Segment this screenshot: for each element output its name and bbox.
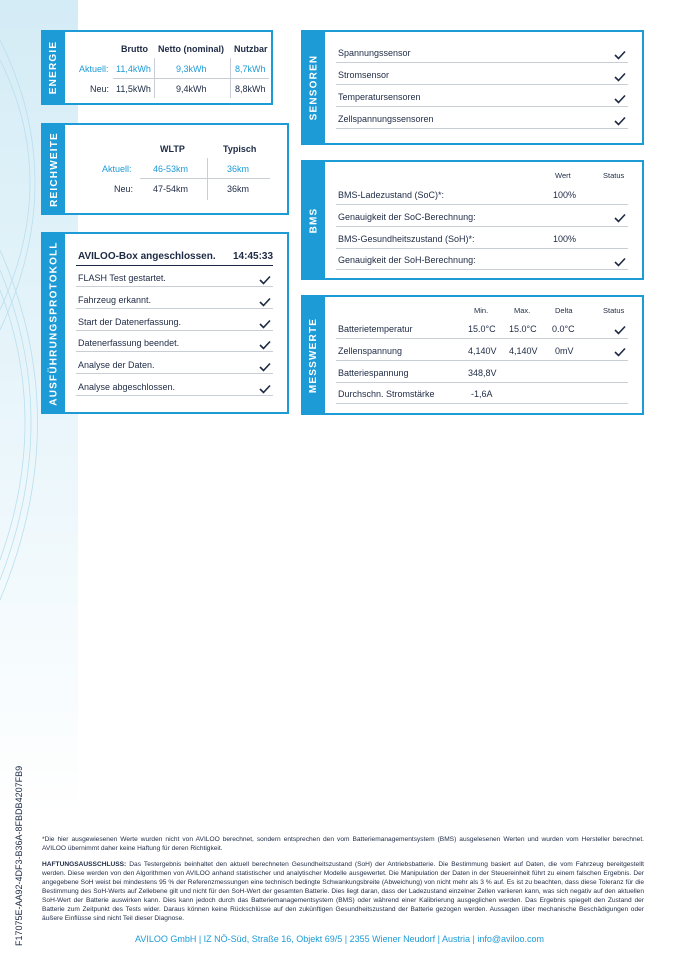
bms-row-label: Genauigkeit der SoC-Berechnung: xyxy=(338,212,476,222)
reichweite-neu-wltp: 47-54km xyxy=(153,184,189,194)
reichweite-aktuell-wltp: 46-53km xyxy=(153,164,189,174)
check-icon xyxy=(259,297,271,307)
reichweite-neu-label: Neu: xyxy=(114,184,134,194)
energie-aktuell-nutzbar: 8,7kWh xyxy=(235,64,266,74)
sensor-divider xyxy=(336,62,628,63)
disclaimer-text: Das Testergebnis beinhaltet den aktuell berechneten Gesundheitszustand (SoH) der Antriebsbatterie. Die Bestimmung basiert auf Daten, die vom Fahrzeug bereitgestellt werden. Diese werden von den Algorithmen von AVILOO anhand statistischer und analytischer Modelle ausgewertet. Die Manipulation der Daten in der Steuereinheit führt zu einem falschen Ergebnis. Der angegebene SoH weist bei mindestens 95 % der Referenzmessungen eine technisch bedingte Schwankungsbreite (Abweichung) von nicht mehr als 3 % auf. Es ist zu beachten, dass diese Toleranz für die Bestimmung des SoH-Werts auf Zellebene gilt und nicht für den SoH-Wert der gesamten Batterie. Dies liegt daran, dass der Ladezustand einzelner Zellen variieren kann, was sich negativ auf den aktuellen SoH-Wert der Batterie auswirken kann. Dies kann jedoch durch das Batteriemanagementsystem (BMS) oder während einer Kalibrierung ausgeglichen werden. Das Ergebnis spiegelt den Zustand der Batterie zum Zeitpunkt des Tests wider. Daraus können keine Rückschlüsse auf den zukünftigen Gesundheitszustand der Batterie gezogen werden. Aussagen über mechanische Beschädigungen oder äußere Einflüsse sind nicht Teil dieser Diagnose. xyxy=(42,861,644,922)
protokoll-divider xyxy=(76,351,273,352)
bms-header-wert: Wert xyxy=(555,171,571,180)
messwerte-row-label: Batteriespannung xyxy=(338,368,409,378)
protokoll-tab: AUSFÜHRUNGSPROTOKOLL xyxy=(43,234,65,412)
messwerte-row-min: 4,140V xyxy=(468,346,497,356)
sensor-item: Stromsensor xyxy=(338,70,390,80)
check-icon xyxy=(259,340,271,350)
protokoll-divider xyxy=(76,308,273,309)
sensoren-tab: SENSOREN xyxy=(303,32,325,143)
sensor-divider xyxy=(336,84,628,85)
messwerte-header-delta: Delta xyxy=(555,306,573,315)
disclaimer-title: HAFTUNGSAUSSCHLUSS: xyxy=(42,861,127,868)
reichweite-aktuell-typisch: 36km xyxy=(227,164,250,174)
sensor-item: Zellspannungssensoren xyxy=(338,114,434,124)
sensor-divider xyxy=(336,128,628,129)
sensor-item: Temperatursensoren xyxy=(338,92,421,102)
messwerte-row-max: 4,140V xyxy=(509,346,538,356)
messwerte-row-min: 15.0°C xyxy=(468,324,496,334)
check-icon xyxy=(614,72,626,82)
reichweite-neu-typisch: 36km xyxy=(227,184,250,194)
messwerte-row-min: -1,6A xyxy=(471,389,493,399)
sensor-item: Spannungssensor xyxy=(338,48,411,58)
energie-row-divider xyxy=(113,78,269,79)
bms-header-status: Status xyxy=(603,171,625,180)
reichweite-header-typisch: Typisch xyxy=(223,144,257,154)
check-icon xyxy=(614,50,626,60)
reichweite-tab: REICHWEITE xyxy=(43,125,65,213)
energie-neu-brutto: 11,5kWh xyxy=(116,84,151,94)
energie-aktuell-brutto: 11,4kWh xyxy=(116,64,151,74)
protokoll-divider xyxy=(76,330,273,331)
footnote-bms: *Die hier ausgewiesenen Werte wurden nicht von AVILOO berechnet, sondern entsprechen den vom Batteriemanagementsystem (BMS) ausgelesenen Werten und wurden vom Hersteller berechnet. AVILOO übernimmt daher keine Haftung für deren Richtigkeit. xyxy=(42,836,644,852)
footnote-disclaimer xyxy=(42,860,644,923)
reichweite-aktuell-label: Aktuell: xyxy=(102,164,132,174)
energie-aktuell-label: Aktuell: xyxy=(79,64,109,74)
reichweite-header-wltp: WLTP xyxy=(160,144,185,154)
messwerte-header-max: Max. xyxy=(514,306,531,315)
check-icon xyxy=(614,257,626,267)
check-icon xyxy=(614,116,626,126)
bms-row-label: Genauigkeit der SoH-Berechnung: xyxy=(338,255,476,265)
protokoll-header-label: AVILOO-Box angeschlossen. xyxy=(78,251,216,262)
energie-header-brutto: Brutto xyxy=(121,44,148,54)
protokoll-item: Analyse abgeschlossen. xyxy=(78,382,176,392)
messwerte-row-min: 348,8V xyxy=(468,368,497,378)
check-icon xyxy=(259,384,271,394)
reichweite-col-divider xyxy=(207,158,208,200)
bms-divider xyxy=(336,248,628,249)
messwerte-row-label: Durchschn. Stromstärke xyxy=(338,389,435,399)
protokoll-item: Fahrzeug erkannt. xyxy=(78,295,152,305)
energie-header-netto: Netto (nominal) xyxy=(158,44,224,54)
check-icon xyxy=(259,275,271,285)
energie-neu-netto: 9,4kWh xyxy=(176,84,207,94)
energie-col-divider xyxy=(154,58,155,98)
check-icon xyxy=(259,362,271,372)
messwerte-row-max: 15.0°C xyxy=(509,324,537,334)
protokoll-divider xyxy=(76,395,273,396)
messwerte-tab: MESSWERTE xyxy=(303,297,325,413)
protokoll-item: FLASH Test gestartet. xyxy=(78,273,166,283)
messwerte-divider xyxy=(336,403,628,404)
check-icon xyxy=(259,319,271,329)
energie-neu-nutzbar: 8,8kWh xyxy=(235,84,266,94)
protokoll-item: Datenerfassung beendet. xyxy=(78,338,180,348)
bms-divider xyxy=(336,269,628,270)
messwerte-row-delta: 0.0°C xyxy=(552,324,575,334)
energie-aktuell-netto: 9,3kWh xyxy=(176,64,207,74)
messwerte-divider xyxy=(336,382,628,383)
bms-row-label: BMS-Ladezustand (SoC)*: xyxy=(338,190,445,200)
bms-row-value: 100% xyxy=(553,234,577,244)
protokoll-divider xyxy=(76,286,273,287)
messwerte-header-status: Status xyxy=(603,306,625,315)
sensor-divider xyxy=(336,106,628,107)
bms-divider xyxy=(336,204,628,205)
protokoll-header-divider xyxy=(76,265,273,266)
messwerte-divider xyxy=(336,360,628,361)
company-address: AVILOO GmbH | IZ NÖ-Süd, Straße 16, Objekt 69/5 | 2355 Wiener Neudorf | Austria | info@aviloo.com xyxy=(135,934,544,944)
check-icon xyxy=(614,325,626,335)
messwerte-row-delta: 0mV xyxy=(555,346,574,356)
protokoll-item: Start der Datenerfassung. xyxy=(78,317,182,327)
bms-tab: BMS xyxy=(303,162,325,278)
energie-neu-label: Neu: xyxy=(90,84,110,94)
check-icon xyxy=(614,94,626,104)
energie-header-nutzbar: Nutzbar xyxy=(234,44,268,54)
energie-tab: ENERGIE xyxy=(43,32,65,103)
bms-row-label: BMS-Gesundheitszustand (SoH)*: xyxy=(338,234,475,244)
document-id: F17075E-AA92-4DF3-B36A-8FBDB4207FB9 xyxy=(14,765,24,946)
messwerte-divider xyxy=(336,338,628,339)
reichweite-row-divider xyxy=(140,178,270,179)
bms-row-value: 100% xyxy=(553,190,577,200)
bms-divider xyxy=(336,226,628,227)
protokoll-item: Analyse der Daten. xyxy=(78,360,155,370)
protokoll-divider xyxy=(76,373,273,374)
energie-col-divider xyxy=(230,58,231,98)
protokoll-header-time: 14:45:33 xyxy=(233,251,274,262)
messwerte-row-label: Batterietemperatur xyxy=(338,324,413,334)
check-icon xyxy=(614,347,626,357)
messwerte-row-label: Zellenspannung xyxy=(338,346,403,356)
messwerte-header-min: Min. xyxy=(474,306,489,315)
check-icon xyxy=(614,213,626,223)
